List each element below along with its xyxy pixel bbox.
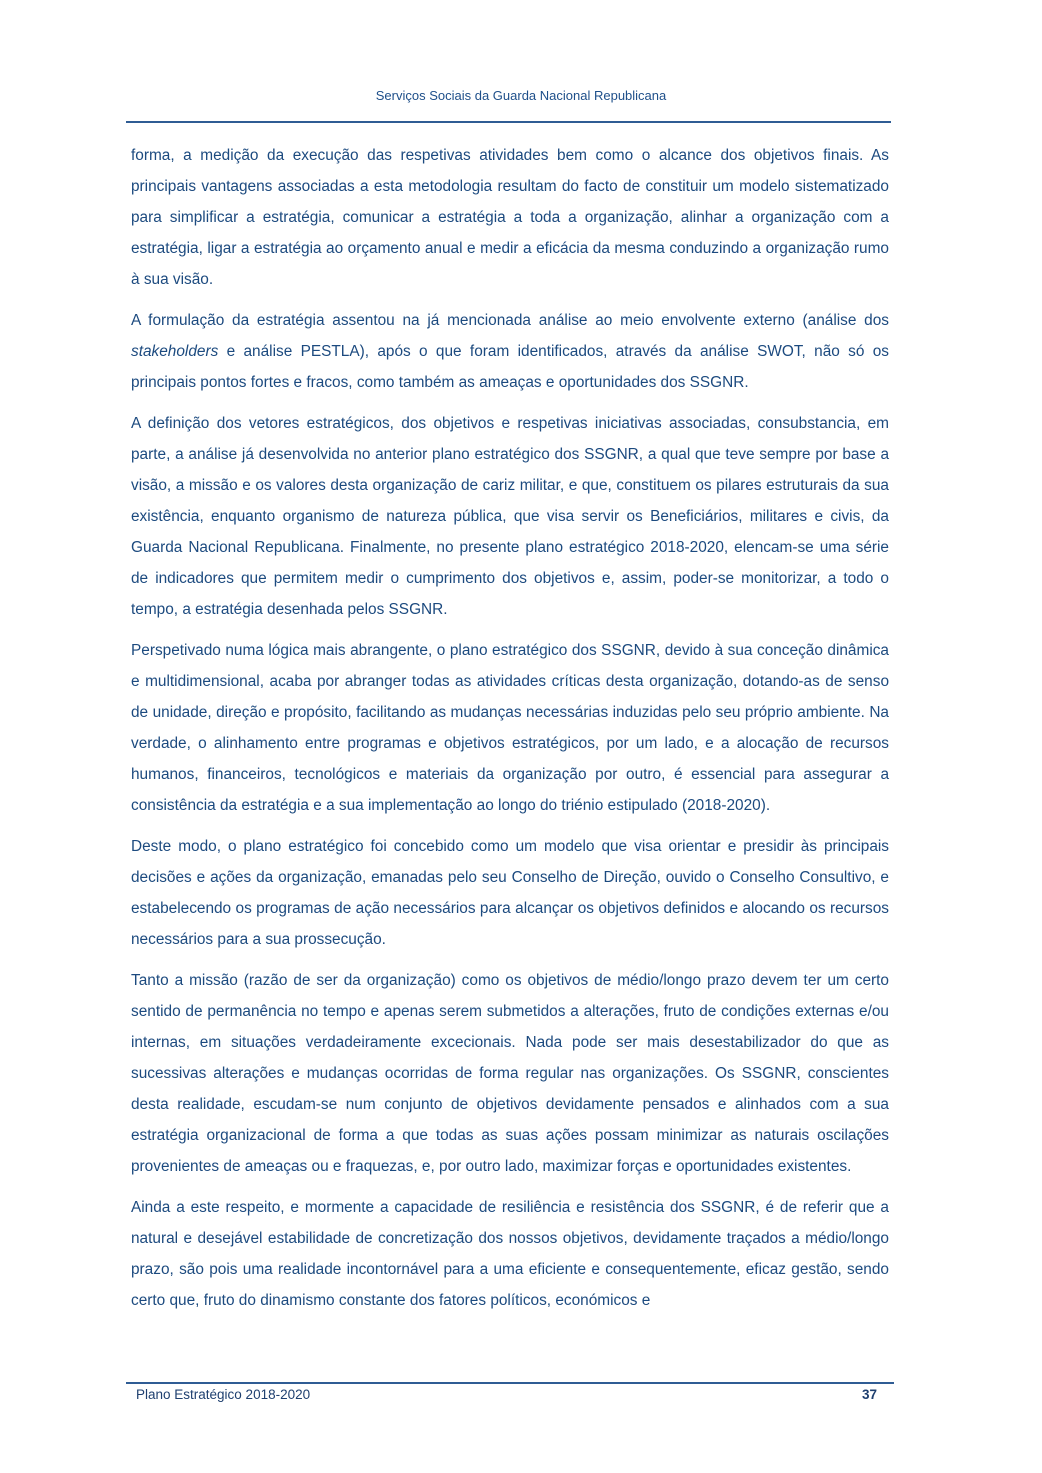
footer-divider (126, 1382, 894, 1384)
page-number: 37 (862, 1387, 878, 1402)
paragraph-6: Tanto a missão (razão de ser da organização) como os objetivos de médio/longo prazo devem ter um certo sentido de permanência no tempo e apenas serem submetidos a alterações, fruto de condições externas e/ou internas, em situações verdadeiramente excecionais. Nada pode ser mais desestabilizador do que as sucessivas alterações e mudanças ocorridas de forma regular nas organizações. Os SSGNR, conscientes desta realidade, escudam-se num conjunto de objetivos devidamente pensados e alinhados com a sua estratégia organizacional de forma a que todas as suas ações possam minimizar as naturais oscilações provenientes de ameaças ou e fraquezas, e, por outro lado, maximizar forças e oportunidades existentes. (131, 972, 889, 1175)
paragraph-1: forma, a medição da execução das respetivas atividades bem como o alcance dos objetivos finais. As principais vantagens associadas a esta metodologia resultam do facto de constituir um modelo sistematizado para simplificar a estratégia, comunicar a estratégia a toda a organização, alinhar a organização com a estratégia, ligar a estratégia ao orçamento anual e medir a eficácia da mesma conduzindo a organização rumo à sua visão. (131, 147, 889, 288)
header-divider (126, 121, 891, 123)
paragraph-2-part-2: e análise PESTLA), após o que foram identificados, através da análise SWOT, não só os principais pontos fortes e fracos, como também as ameaças e oportunidades dos SSGNR. (131, 343, 889, 391)
paragraph-2 (131, 305, 889, 398)
running-header: Serviços Sociais da Guarda Nacional Republicana (375, 88, 667, 103)
paragraph-2-part-1: A formulação da estratégia assentou na já mencionada análise ao meio envolvente externo (análise dos (131, 312, 889, 329)
body-text (131, 140, 889, 1326)
paragraph-3: A definição dos vetores estratégicos, dos objetivos e respetivas iniciativas associadas, consubstancia, em parte, a análise já desenvolvida no anterior plano estratégico dos SSGNR, a qual que teve sempre por base a visão, a missão e os valores desta organização de cariz militar, e que, constituem os pilares estruturais da sua existência, enquanto organismo de natureza pública, que visa servir os Beneficiários, militares e civis, da Guarda Nacional Republicana. Finalmente, no presente plano estratégico 2018-2020, elencam-se uma série de indicadores que permitem medir o cumprimento dos objetivos e, assim, poder-se monitorizar, a todo o tempo, a estratégia desenhada pelos SSGNR. (131, 415, 889, 618)
footer-document-title: Plano Estratégico 2018-2020 (136, 1387, 311, 1402)
paragraph-5: Deste modo, o plano estratégico foi concebido como um modelo que visa orientar e presidir às principais decisões e ações da organização, emanadas pelo seu Conselho de Direção, ouvido o Conselho Consultivo, e estabelecendo os programas de ação necessários para alcançar os objetivos definidos e alocando os recursos necessários para a sua prossecução. (131, 838, 889, 948)
paragraph-4: Perspetivado numa lógica mais abrangente, o plano estratégico dos SSGNR, devido à sua conceção dinâmica e multidimensional, acaba por abranger todas as atividades críticas desta organização, dotando-as de senso de unidade, direção e propósito, facilitando as mudanças necessárias induzidas pelo seu próprio ambiente. Na verdade, o alinhamento entre programas e objetivos estratégicos, por um lado, e a alocação de recursos humanos, financeiros, tecnológicos e materiais da organização por outro, é essencial para assegurar a consistência da estratégia e a sua implementação ao longo do triénio estipulado (2018-2020). (131, 642, 889, 814)
paragraph-2-italic-term: stakeholders (131, 343, 219, 360)
paragraph-7: Ainda a este respeito, e mormente a capacidade de resiliência e resistência dos SSGNR, é de referir que a natural e desejável estabilidade de concretização dos nossos objetivos, devidamente traçados a médio/longo prazo, são pois uma realidade incontornável para a uma eficiente e consequentemente, eficaz gestão, sendo certo que, fruto do dinamismo constante dos fatores políticos, económicos e (131, 1199, 889, 1309)
